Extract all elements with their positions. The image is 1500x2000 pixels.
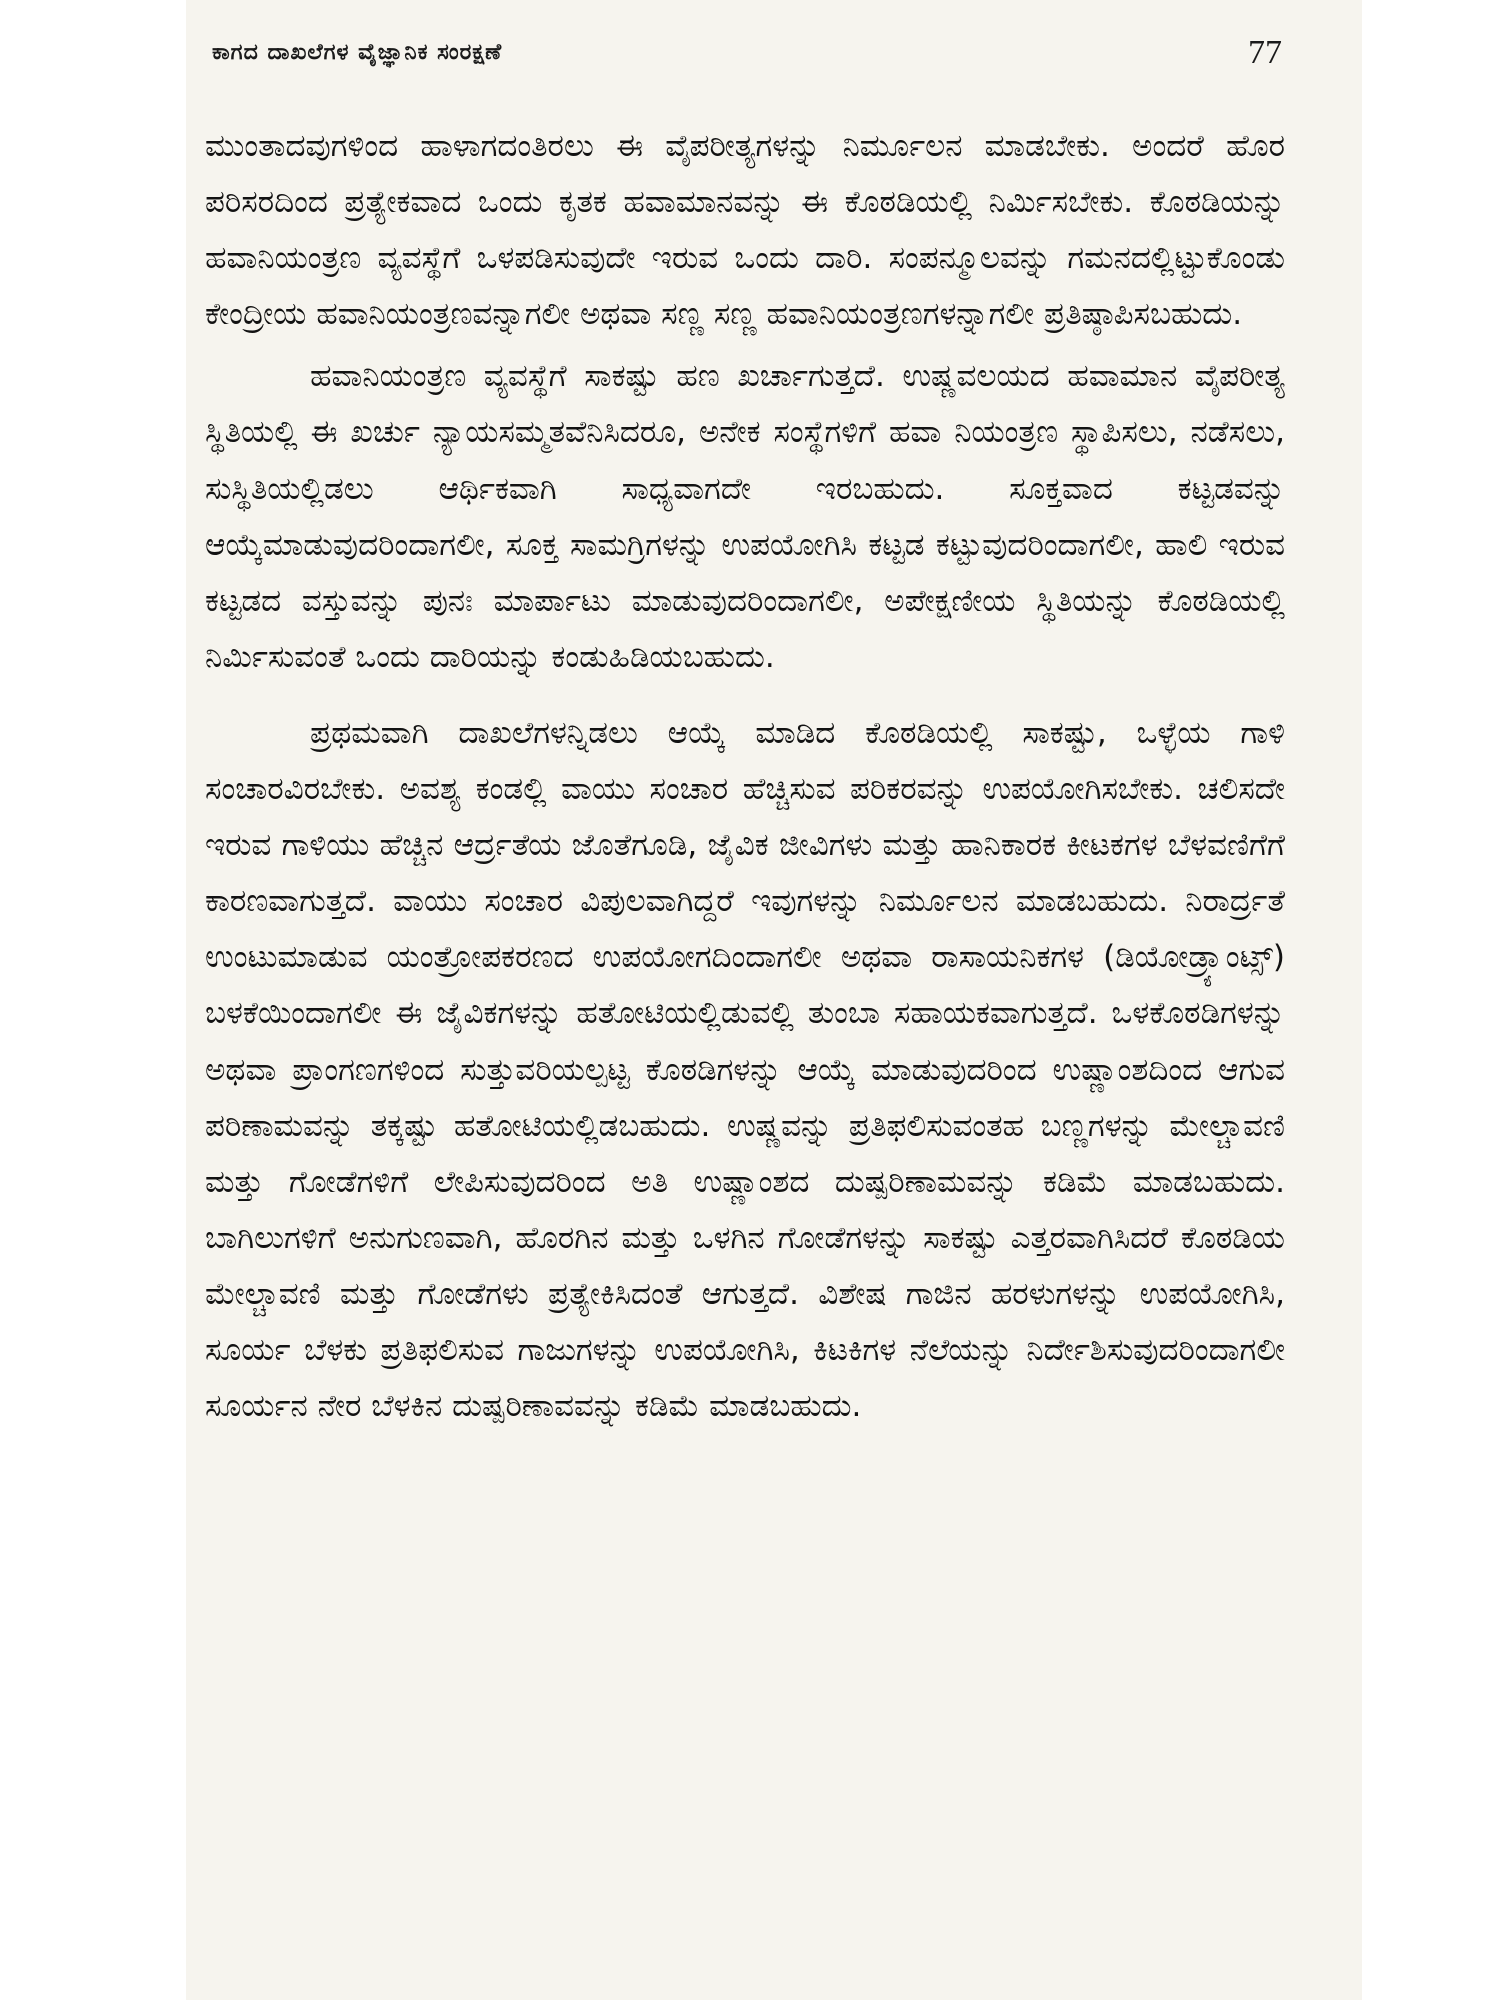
paragraph: ಪ್ರಥಮವಾಗಿ ದಾಖಲೆಗಳನ್ನಿಡಲು ಆಯ್ಕೆ ಮಾಡಿದ ಕೊಠಡಿಯಲ್ಲಿ ಸಾಕಷ್ಟು, ಒಳ್ಳೆಯ ಗಾಳಿ ಸಂಚಾರವಿರಬೇಕು. ಅವಶ್ಯ ಕಂಡಲ್ಲಿ ವಾಯು ಸಂಚಾರ ಹೆಚ್ಚಿಸುವ ಪರಿಕರವನ್ನು ಉಪಯೋಗಿಸಬೇಕು. ಚಲಿಸದೇ ಇರುವ ಗಾಳಿಯು ಹೆಚ್ಚಿನ ಆರ್ದ್ರತೆಯ ಜೊತೆಗೂಡಿ, ಜೈವಿಕ ಜೀವಿಗಳು ಮತ್ತು ಹಾನಿಕಾರಕ ಕೀಟಕಗಳ ಬೆಳವಣಿಗೆಗೆ ಕಾರಣವಾಗುತ್ತದೆ. ವಾಯು ಸಂಚಾರ ವಿಪುಲವಾಗಿದ್ದರೆ ಇವುಗಳನ್ನು ನಿರ್ಮೂಲನ ಮಾಡಬಹುದು. ನಿರಾರ್ದ್ರತೆ ಉಂಟುಮಾಡುವ ಯಂತ್ರೋಪಕರಣದ ಉಪಯೋಗದಿಂದಾಗಲೀ ಅಥವಾ ರಾಸಾಯನಿಕಗಳ (ಡಿಯೋಡ್ರ್ಯಾಂಟ್ಸ್) ಬಳಕೆಯಿಂದಾಗಲೀ ಈ ಜೈವಿಕಗಳನ್ನು ಹತೋಟಿಯಲ್ಲಿಡುವಲ್ಲಿ ತುಂಬಾ ಸಹಾಯಕವಾಗುತ್ತದೆ. ಒಳಕೊಠಡಿಗಳನ್ನು ಅಥವಾ ಪ್ರಾಂಗಣಗಳಿಂದ ಸುತ್ತುವರಿಯಲ್ಪಟ್ಟ ಕೊಠಡಿಗಳನ್ನು ಆಯ್ಕೆ ಮಾಡುವುದರಿಂದ ಉಷ್ಣಾಂಶದಿಂದ ಆಗುವ ಪರಿಣಾಮವನ್ನು ತಕ್ಕಷ್ಟು ಹತೋಟಿಯಲ್ಲಿಡಬಹುದು. ಉಷ್ಣವನ್ನು ಪ್ರತಿಫಲಿಸುವಂತಹ ಬಣ್ಣಗಳನ್ನು ಮೇಲ್ಚಾವಣಿ ಮತ್ತು ಗೋಡೆಗಳಿಗೆ ಲೇಪಿಸುವುದರಿಂದ ಅತಿ ಉಷ್ಣಾಂಶದ ದುಷ್ಪರಿಣಾಮವನ್ನು ಕಡಿಮೆ ಮಾಡಬಹುದು. ಬಾಗಿಲುಗಳಿಗೆ ಅನುಗುಣವಾಗಿ, ಹೊರಗಿನ ಮತ್ತು ಒಳಗಿನ ಗೋಡೆಗಳನ್ನು ಸಾಕಷ್ಟು ಎತ್ತರವಾಗಿಸಿದರೆ ಕೊಠಡಿಯ ಮೇಲ್ಚಾವಣಿ ಮತ್ತು ಗೋಡೆಗಳು ಪ್ರತ್ಯೇಕಿಸಿದಂತೆ ಆಗುತ್ತದೆ. ವಿಶೇಷ ಗಾಜಿನ ಹರಳುಗಳನ್ನು ಉಪಯೋಗಿಸಿ, ಸೂರ್ಯ ಬೆಳಕು ಪ್ರತಿಫಲಿಸುವ ಗಾಜುಗಳನ್ನು ಉಪಯೋಗಿಸಿ, ಕಿಟಕಿಗಳ ನೆಲೆಯನ್ನು ನಿರ್ದೇಶಿಸುವುದರಿಂದಾಗಲೀ ಸೂರ್ಯನ ನೇರ ಬೆಳಕಿನ ದುಷ್ಪರಿಣಾವವನ್ನು ಕಡಿಮೆ ಮಾಡಬಹುದು. (205, 714, 1285, 1425)
paragraph: ಹವಾನಿಯಂತ್ರಣ ವ್ಯವಸ್ಥೆಗೆ ಸಾಕಷ್ಟು ಹಣ ಖರ್ಚಾಗುತ್ತದೆ. ಉಷ್ಣವಲಯದ ಹವಾಮಾನ ವೈಪರೀತ್ಯ ಸ್ಥಿತಿಯಲ್ಲಿ ಈ ಖರ್ಚು ನ್ಯಾಯಸಮ್ಮತವೆನಿಸಿದರೂ, ಅನೇಕ ಸಂಸ್ಥೆಗಳಿಗೆ ಹವಾ ನಿಯಂತ್ರಣ ಸ್ಥಾಪಿಸಲು, ನಡೆಸಲು, ಸುಸ್ಥಿತಿಯಲ್ಲಿಡಲು ಆರ್ಥಿಕವಾಗಿ ಸಾಧ್ಯವಾಗದೇ ಇರಬಹುದು. ಸೂಕ್ತವಾದ ಕಟ್ಟಡವನ್ನು ಆಯ್ಕೆಮಾಡುವುದರಿಂದಾಗಲೀ, ಸೂಕ್ತ ಸಾಮಗ್ರಿಗಳನ್ನು ಉಪಯೋಗಿಸಿ ಕಟ್ಟಡ ಕಟ್ಟುವುದರಿಂದಾಗಲೀ, ಹಾಲಿ ಇರುವ ಕಟ್ಟಡದ ವಸ್ತುವನ್ನು ಪುನಃ ಮಾರ್ಪಾಟು ಮಾಡುವುದರಿಂದಾಗಲೀ, ಅಪೇಕ್ಷಣೀಯ ಸ್ಥಿತಿಯನ್ನು ಕೊಠಡಿಯಲ್ಲಿ ನಿರ್ಮಿಸುವಂತೆ ಒಂದು ದಾರಿಯನ್ನು ಕಂಡುಹಿಡಿಯಬಹುದು. (205, 358, 1285, 675)
page-number: 77 (1248, 34, 1282, 71)
running-title: ಕಾಗದ ದಾಖಲೆಗಳ ವೈಜ್ಞಾನಿಕ ಸಂರಕ್ಷಣೆ (212, 40, 503, 65)
paragraph: ಮುಂತಾದವುಗಳಿಂದ ಹಾಳಾಗದಂತಿರಲು ಈ ವೈಪರೀತ್ಯಗಳನ್ನು ನಿರ್ಮೂಲನ ಮಾಡಬೇಕು. ಅಂದರೆ ಹೊರ ಪರಿಸರದಿಂದ ಪ್ರತ್ಯೇಕವಾದ ಒಂದು ಕೃತಕ ಹವಾಮಾನವನ್ನು ಈ ಕೊಠಡಿಯಲ್ಲಿ ನಿರ್ಮಿಸಬೇಕು. ಕೊಠಡಿಯನ್ನು ಹವಾನಿಯಂತ್ರಣ ವ್ಯವಸ್ಥೆಗೆ ಒಳಪಡಿಸುವುದೇ ಇರುವ ಒಂದು ದಾರಿ. ಸಂಪನ್ಮೂಲವನ್ನು ಗಮನದಲ್ಲಿಟ್ಟುಕೊಂಡು ಕೇಂದ್ರೀಯ ಹವಾನಿಯಂತ್ರಣವನ್ನಾಗಲೀ ಅಥವಾ ಸಣ್ಣ ಸಣ್ಣ ಹವಾನಿಯಂತ್ರಣಗಳನ್ನಾಗಲೀ ಪ್ರತಿಷ್ಠಾಪಿಸಬಹುದು. (205, 128, 1285, 333)
body-text (205, 118, 1285, 1434)
